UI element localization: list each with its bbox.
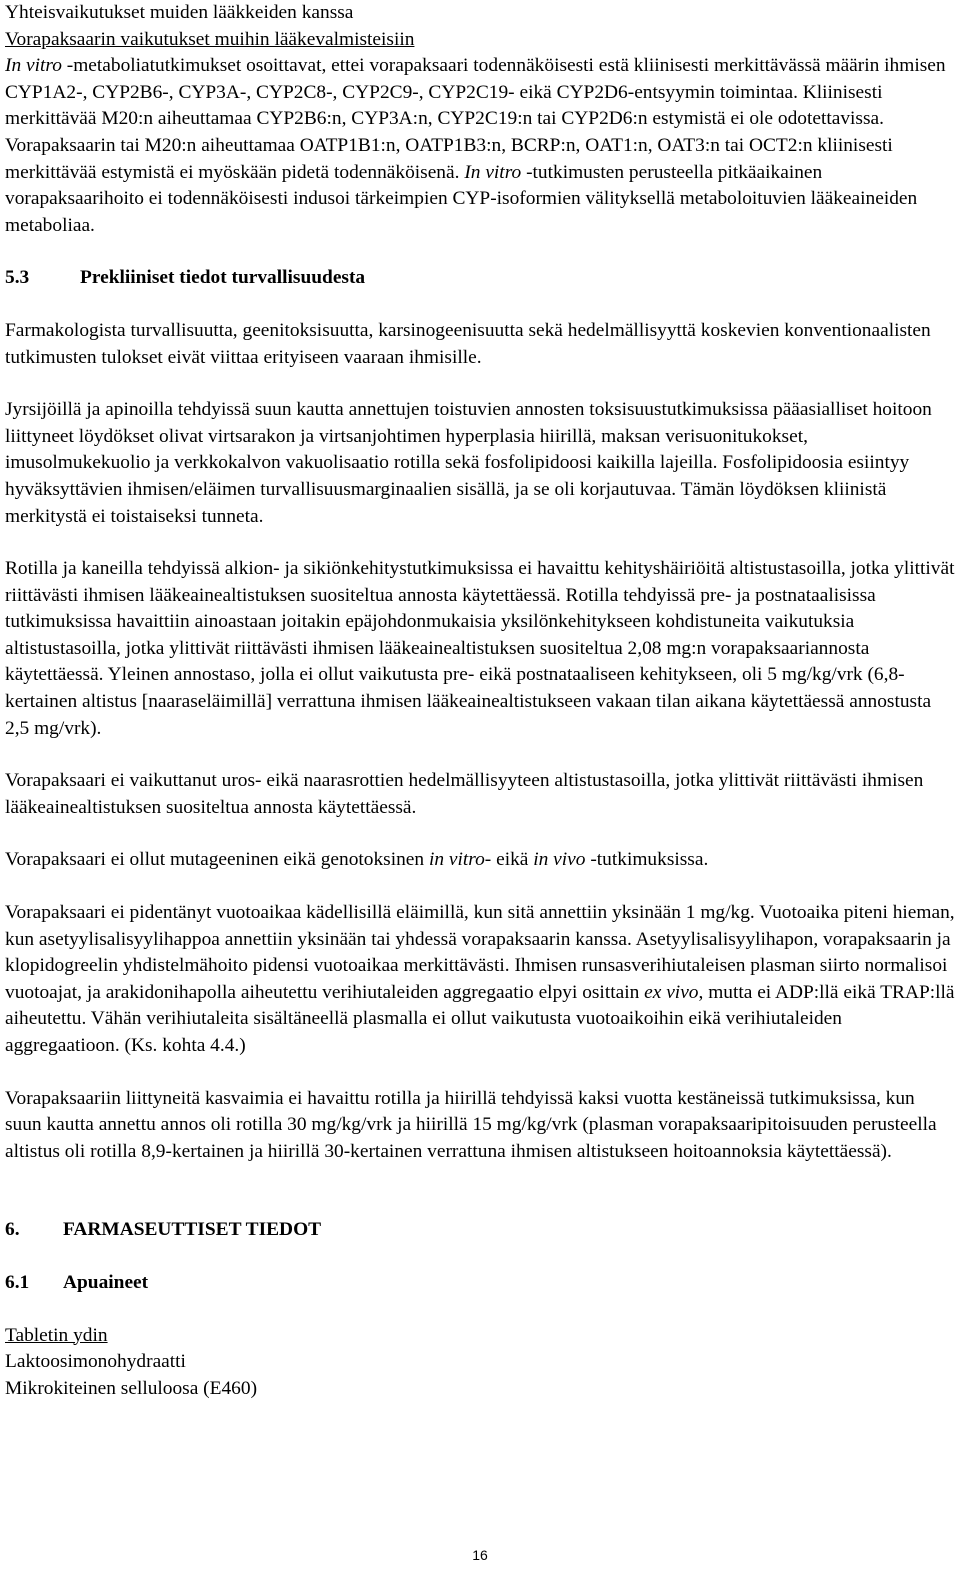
section-title: Apuaineet <box>63 1271 149 1293</box>
section-title: Prekliiniset tiedot turvallisuudesta <box>80 267 366 289</box>
excipient-item: Mikrokiteinen selluloosa (E460) <box>5 1377 258 1399</box>
section-6-heading <box>5 1217 955 1244</box>
section-number: 6.1 <box>5 1271 30 1293</box>
in-vitro-term: In vitro <box>5 55 62 77</box>
excipients-subheading: Tabletin ydin <box>5 1324 108 1346</box>
preclinical-paragraph-5: Vorapaksaari ei ollut mutageeninen eikä genotoksinen in vitro- eikä in vivo -tutkimuksissa. <box>5 849 709 871</box>
section-number: 6. <box>5 1219 20 1241</box>
excipient-item: Laktoosimonohydraatti <box>5 1351 186 1373</box>
section-number: 5.3 <box>5 267 30 289</box>
preclinical-paragraph-4: Vorapaksaari ei vaikuttanut uros- eikä naarasrottien hedelmällisyyteen altistustasoilla, jotka ylittivät riittävästi ihmisen lääkeainealtistuksen suositeltua annosta käytettäessä. <box>5 770 924 818</box>
interactions-paragraph: In vitro -metaboliatutkimukset osoittavat, ettei vorapaksaari todennäköisesti estä kliinisesti merkittävässä määrin ihmisen CYP1A2-, CYP2B6-, CYP3A-, CYP2C8-, CYP2C9-, CYP2C19- eikä CYP2D6-entsyymin toimintaa. Kliinisesti merkittävää M20:n aiheuttamaa CYP2B6:n, CYP3A:n, CYP2C19:n tai CYP2D6:n estymistä ei ole odotettavissa. Vorapaksaarin tai M20:n aiheuttamaa OATP1B1:n, OATP1B3:n, BCRP:n, OAT1:n, OAT3:n tai OCT2:n kliinisesti merkittävää estymistä ei myöskään pidetä todennäköisenä. In vitro -tutkimusten perusteella pitkäaikainen vorapaksaarihoito ei todennäköisesti indusoi tärkeimpien CYP-isoformien välityksellä metaboloituvien lääkeaineiden metaboliaa. <box>5 55 946 236</box>
document-page <box>5 0 955 1402</box>
page-number: 16 <box>472 1547 488 1563</box>
section-5-3-heading <box>5 265 955 292</box>
interactions-subtitle: Vorapaksaarin vaikutukset muihin lääkevalmisteisiin <box>5 28 415 50</box>
preclinical-paragraph-3: Rotilla ja kaneilla tehdyissä alkion- ja sikiönkehitystutkimuksissa ei havaittu kehityshäiriöitä altistustasoilla, jotka ylittivät riittävästi ihmisen lääkeainealtistuksen suositeltua annosta käytettäessä. Rotilla tehdyissä pre- ja postnataalisissa tutkimuksissa havaittiin ainoastaan joitakin epäjohdonmukaisia yksilönkehitykseen kohdistuneita vaikutuksia altistustasoilla, jotka ylittivät riittävästi ihmisen lääkeainealtistuksen suositeltua 2,08 mg:n vorapaksaariannosta käytettäessä. Yleinen annostaso, jolla ei ollut vaikutusta pre- eikä postnataaliseen kehitykseen, oli 5 mg/kg/vrk (6,8-kertainen altistus [naaraseläimillä] verrattuna ihmisen lääkeainealtistukseen vakaan tilan aikana käytettäessä annostusta 2,5 mg/vrk). <box>5 558 955 739</box>
preclinical-paragraph-7: Vorapaksaariin liittyneitä kasvaimia ei havaittu rotilla ja hiirillä tehdyissä kaksi vuotta kestäneissä tutkimuksissa, kun suun kautta annettu annos oli rotilla 30 mg/kg/vrk ja hiirillä 15 mg/kg/vrk (plasman vorapaksaaripitoisuuden perusteella altistus oli rotilla 8,9-kertainen ja hiirillä 30-kertainen verrattuna ihmisen altistukseen hoitoannoksia käytettäessä). <box>5 1087 937 1162</box>
interactions-title: Yhteisvaikutukset muiden lääkkeiden kanssa <box>5 2 354 23</box>
in-vitro-term: In vitro <box>464 161 522 183</box>
section-title: FARMASEUTTISET TIEDOT <box>63 1219 322 1241</box>
preclinical-paragraph-1: Farmakologista turvallisuutta, geenitoksisuutta, karsinogeenisuutta sekä hedelmällisyyttä koskevien konventionaalisten tutkimusten tulokset eivät viittaa erityiseen vaaraan ihmisille. <box>5 319 931 368</box>
preclinical-paragraph-6: Vorapaksaari ei pidentänyt vuotoaikaa kädellisillä eläimillä, kun sitä annettiin yksinään 1 mg/kg. Vuotoaika piteni hieman, kun asetyylisalisyylihappoa annettiin yksinään tai yhdessä vorapaksaarin kanssa. Asetyylisalisyylihapon, vorapaksaarin ja klopidogreelin yhdistelmähoito pidensi vuotoaikaa merkittävästi. Ihmisen runsasverihiutaleisen plasman siirto normalisoi vuotoajat, ja arakidonihapolla aiheutettu verihiutaleiden aggregaatio elpyi osittain ex vivo, mutta ei ADP:llä eikä TRAP:llä aiheutettu. Vähän verihiutaleita sisältäneellä plasmalla ei ollut vaikutusta vuotoaikoihin eikä verihiutaleiden aggregaatioon. (Ks. kohta 4.4.) <box>5 902 955 1056</box>
section-6-1-heading <box>5 1270 955 1297</box>
preclinical-paragraph-2: Jyrsijöillä ja apinoilla tehdyissä suun kautta annettujen toistuvien annosten toksisuustutkimuksissa pääasialliset hoitoon liittyneet löydökset olivat virtsarakon ja virtsanjohtimen hyperplasia hiirillä, maksan verisuonitukokset, imusolmukekuolio ja verkkokalvon vakuolisaatio rotilla sekä fosfolipidoosi kaikilla lajeilla. Fosfolipidoosia esiintyy hyväksyttävien ihmisen/eläimen turvallisuusmarginaalien sisällä, ja se oli korjautuvaa. Tämän löydöksen kliinistä merkitystä ei toistaiseksi tunneta. <box>5 399 932 527</box>
